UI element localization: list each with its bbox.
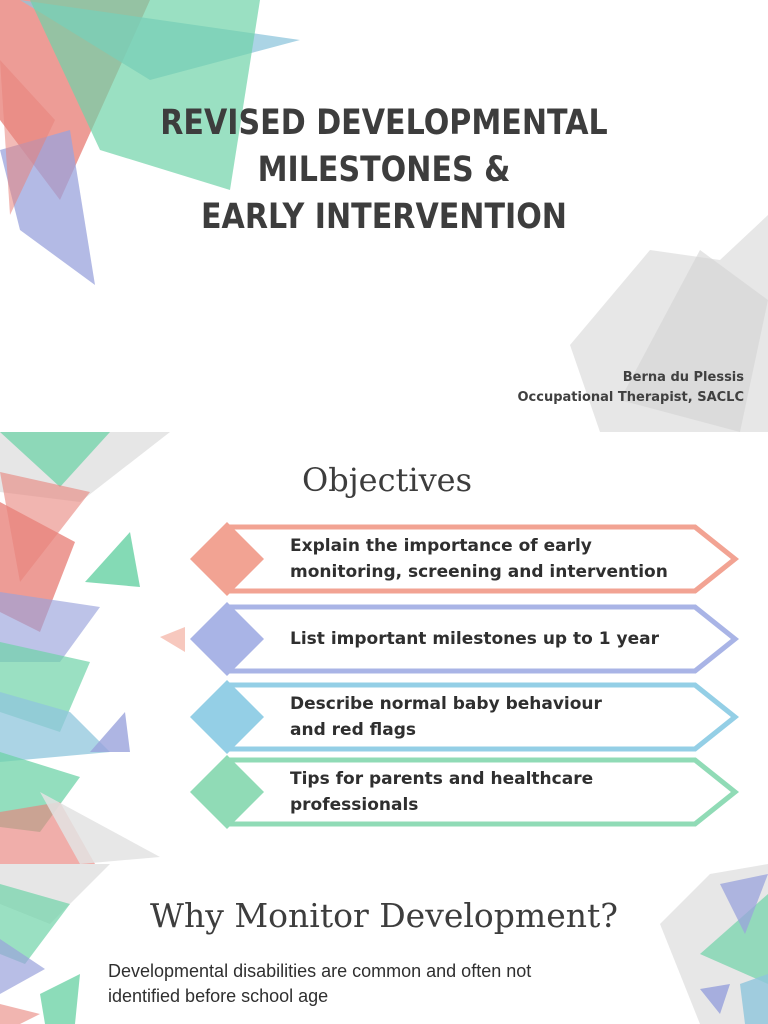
objective-diamond [190, 755, 264, 829]
lavender-triangle [90, 712, 130, 752]
author-name: Berna du Plessis [622, 370, 744, 385]
presentation-title [54, 100, 714, 241]
body-line: Developmental disabilities are common and often not [108, 961, 532, 981]
objective-line: List important milestones up to 1 year [290, 629, 659, 649]
title-line: MILESTONES & [257, 150, 511, 190]
objective-text [290, 522, 710, 596]
author-role: Occupational Therapist, SACLC [517, 390, 744, 405]
objective-line: Describe normal baby behaviour [290, 694, 602, 714]
title-line: EARLY INTERVENTION [200, 197, 568, 237]
objective-item [190, 522, 740, 596]
objective-text [290, 680, 710, 754]
objective-diamond [190, 522, 264, 596]
why-monitor-slide [0, 864, 768, 1024]
objective-diamond [190, 680, 264, 754]
body-line: identified before school age [108, 986, 329, 1006]
coral-small-triangle [160, 627, 185, 652]
slide-title: Objectives [302, 461, 473, 499]
objective-item [190, 680, 740, 754]
objective-line: Tips for parents and healthcare [290, 769, 594, 789]
objective-line: monitoring, screening and intervention [290, 562, 668, 582]
objective-item [190, 755, 740, 829]
objective-diamond [190, 602, 264, 676]
mint-shape-2 [40, 974, 80, 1024]
objective-line: professionals [290, 795, 419, 815]
objective-text [290, 602, 710, 676]
objective-line: Explain the importance of early [290, 536, 592, 556]
title-line: REVISED DEVELOPMENTAL [160, 103, 608, 143]
objective-line: and red flags [290, 720, 417, 740]
coral-shape [0, 1004, 40, 1024]
mint-triangle [85, 532, 140, 587]
objective-item [190, 602, 740, 676]
objectives-slide [0, 432, 768, 864]
title-slide [0, 0, 768, 432]
author-block [518, 368, 745, 408]
slide-body-text [108, 959, 668, 1009]
objective-text [290, 755, 710, 829]
slide-title: Why Monitor Development? [150, 896, 618, 935]
